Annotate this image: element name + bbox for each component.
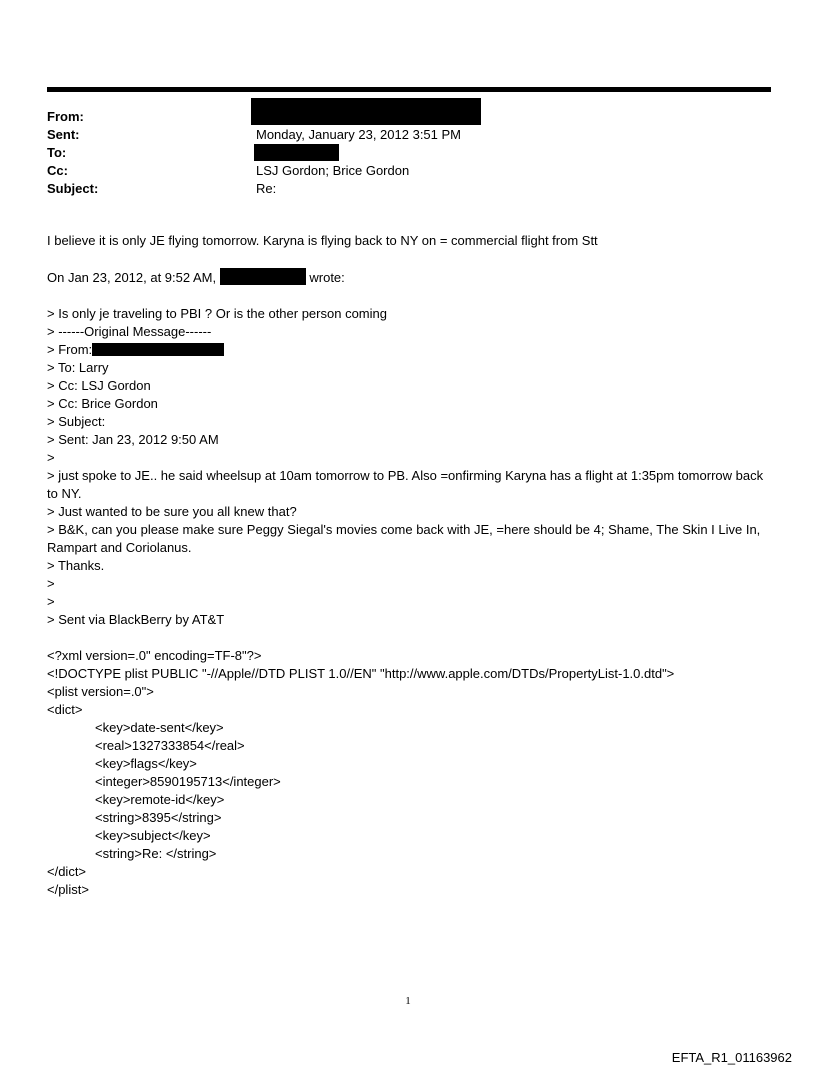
- quoted-from-redaction: [92, 343, 224, 356]
- quoted-line: > just spoke to JE.. he said wheelsup at 10am tomorrow to PB. Also =onfirming Karyna has a flight at 1:35pm tomorrow back to NY.: [47, 468, 767, 501]
- xml-line: <dict>: [47, 702, 83, 717]
- email-header: [47, 108, 771, 198]
- quoted-line: > Sent: Jan 23, 2012 9:50 AM: [47, 432, 219, 447]
- quoted-message: [47, 305, 777, 629]
- quoted-line: >: [47, 450, 55, 465]
- reply-text: I believe it is only JE flying tomorrow. Karyna is flying back to NY on = commercial flight from Stt: [47, 233, 598, 248]
- xml-plist-block: [47, 647, 777, 899]
- quoted-line: > Just wanted to be sure you all knew that?: [47, 504, 297, 519]
- cc-label: Cc:: [47, 163, 68, 178]
- from-label: From:: [47, 109, 84, 124]
- subject-row: [47, 180, 771, 198]
- xml-line: <!DOCTYPE plist PUBLIC "-//Apple//DTD PLIST 1.0//EN" "http://www.apple.com/DTDs/PropertyList-1.0.dtd">: [47, 666, 675, 681]
- xml-line: <key>subject</key>: [95, 828, 211, 843]
- header-rule: [47, 87, 771, 92]
- quoted-line: >: [47, 576, 55, 591]
- sent-row: [47, 126, 771, 144]
- xml-line: <real>1327333854</real>: [95, 738, 245, 753]
- quoted-line: > ------Original Message------: [47, 324, 212, 339]
- email-body: [47, 232, 777, 899]
- quoted-line: > B&K, can you please make sure Peggy Siegal's movies come back with JE, =here should be 4; Shame, The Skin I Live In, Rampart and Coriolanus.: [47, 522, 764, 555]
- document-id: EFTA_R1_01163962: [671, 1050, 792, 1065]
- cc-value: LSJ Gordon; Brice Gordon: [256, 163, 410, 178]
- xml-line: <plist version=.0">: [47, 684, 154, 699]
- xml-line: </plist>: [47, 882, 89, 897]
- attribution-line: [47, 268, 777, 287]
- attribution-suffix: wrote:: [309, 270, 345, 285]
- xml-line: <?xml version=.0" encoding=TF-8"?>: [47, 648, 262, 663]
- subject-value: Re:: [256, 181, 277, 196]
- subject-label: Subject:: [47, 181, 99, 196]
- quoted-line: > Subject:: [47, 414, 106, 429]
- quoted-line: > Thanks.: [47, 558, 105, 573]
- from-redaction: [251, 98, 481, 125]
- attribution-prefix: On Jan 23, 2012, at 9:52 AM,: [47, 270, 217, 285]
- xml-line: <string>8395</string>: [95, 810, 222, 825]
- quoted-line: > Cc: LSJ Gordon: [47, 378, 151, 393]
- to-redaction: [254, 144, 339, 161]
- from-row: [47, 108, 771, 126]
- to-label: To:: [47, 145, 67, 160]
- xml-line: <key>remote-id</key>: [95, 792, 225, 807]
- quoted-line: > From:: [47, 341, 777, 359]
- to-row: [47, 144, 771, 162]
- quoted-line: > Is only je traveling to PBI ? Or is the other person coming: [47, 306, 387, 321]
- xml-line: <key>flags</key>: [95, 756, 197, 771]
- xml-line: <integer>8590195713</integer>: [95, 774, 281, 789]
- sent-value: Monday, January 23, 2012 3:51 PM: [256, 127, 461, 142]
- cc-row: [47, 162, 771, 180]
- quoted-line: > Sent via BlackBerry by AT&T: [47, 612, 225, 627]
- quoted-line: > Cc: Brice Gordon: [47, 396, 158, 411]
- quoted-line: >: [47, 594, 55, 609]
- page-number: 1: [405, 995, 411, 1007]
- sender-redaction: [220, 268, 306, 285]
- xml-line: <string>Re: </string>: [95, 846, 217, 861]
- sent-label: Sent:: [47, 127, 80, 142]
- quoted-line: > To: Larry: [47, 360, 109, 375]
- xml-line: <key>date-sent</key>: [95, 720, 224, 735]
- xml-line: </dict>: [47, 864, 87, 879]
